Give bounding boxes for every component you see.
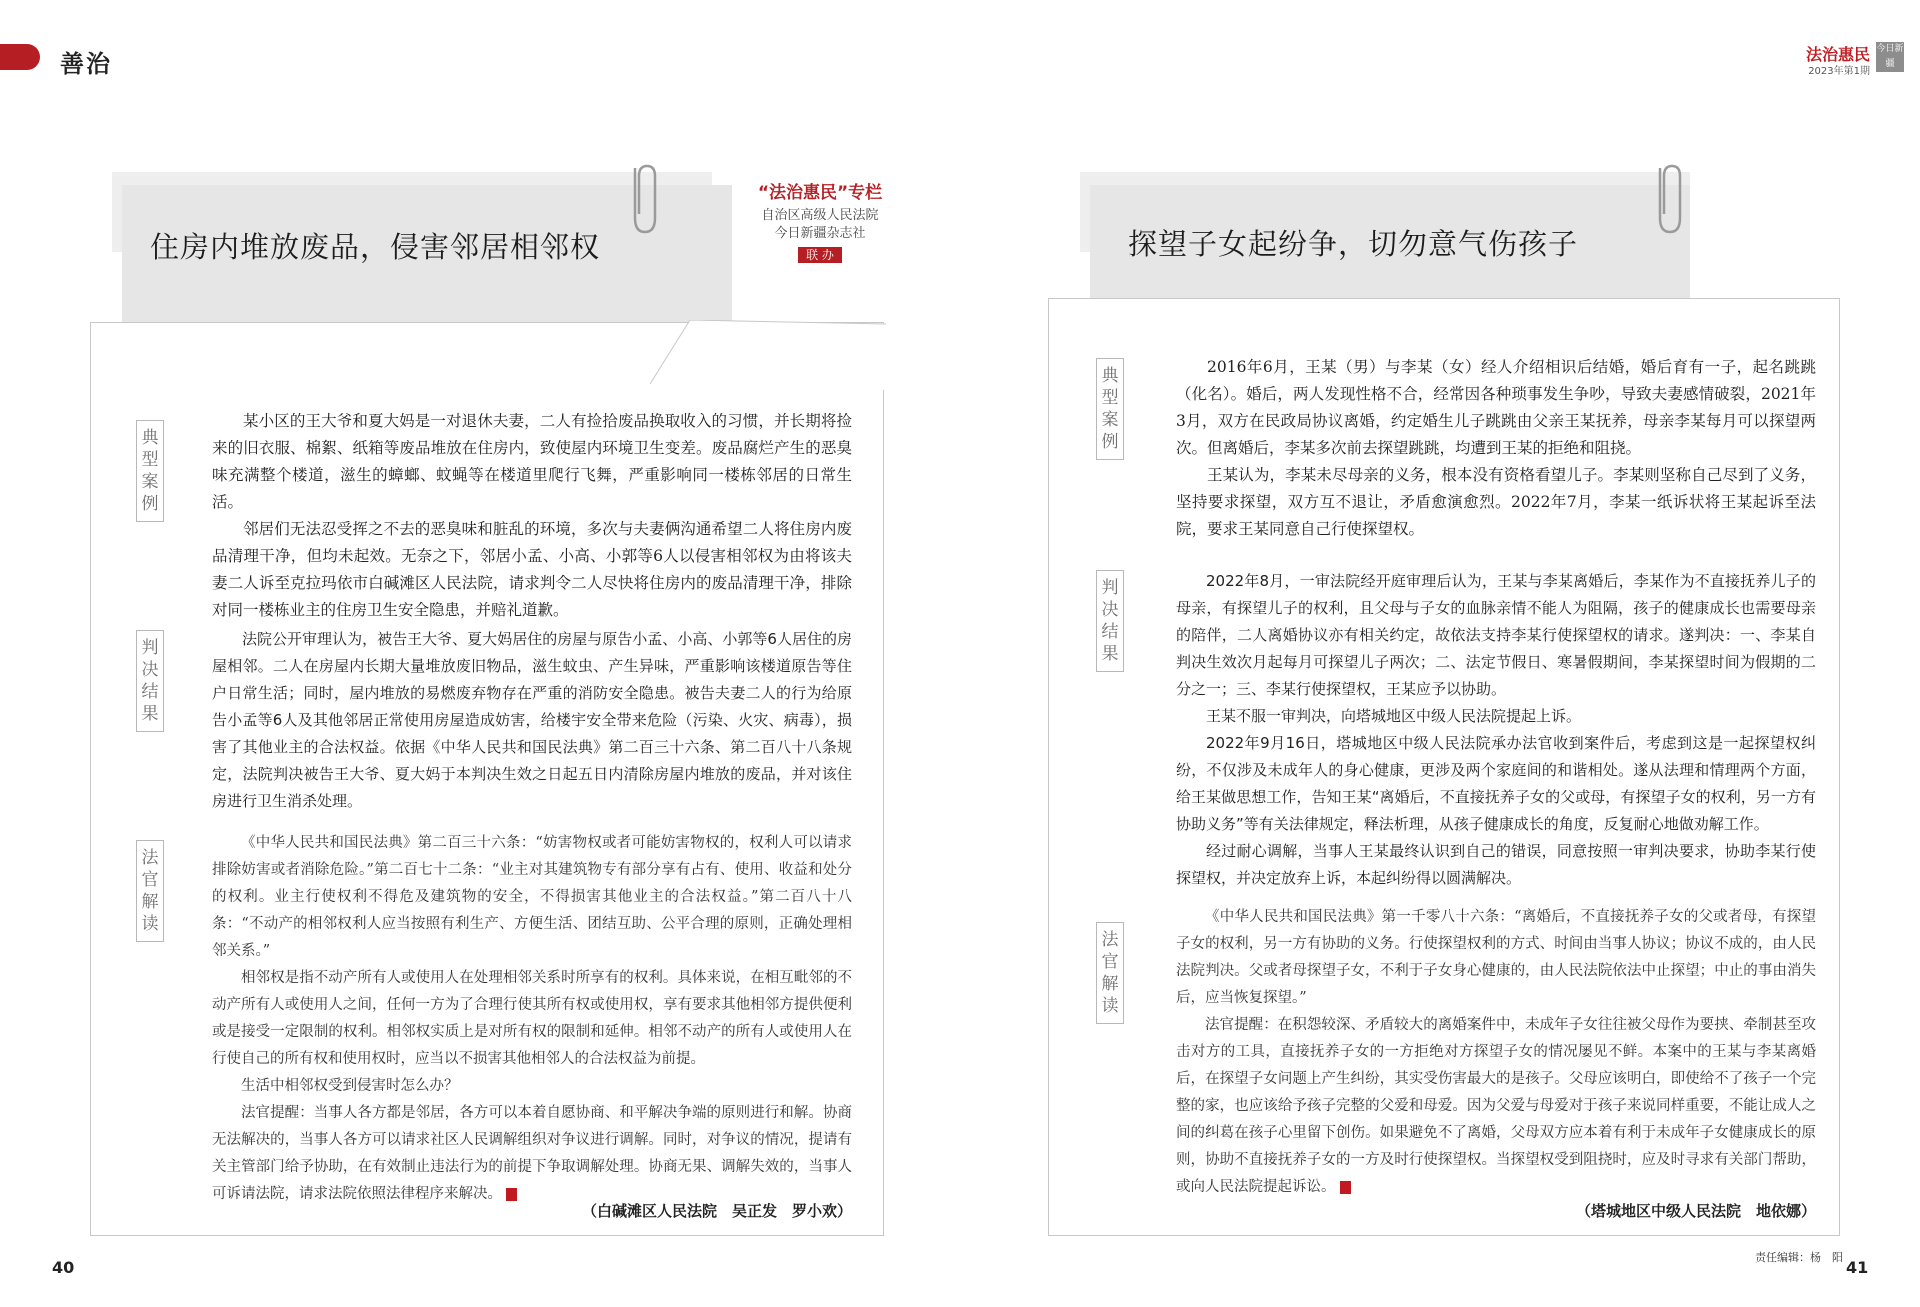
left-page-number: 40: [52, 1258, 75, 1277]
right-tag-judgment: 判 决 结 果: [1096, 570, 1124, 672]
left-tag-judgment: 判 决 结 果: [136, 630, 164, 732]
magazine-logo-text: 今日新疆: [1876, 44, 1904, 69]
column-org2: 今日新疆杂志社: [774, 226, 866, 241]
left-article-title: 住房内堆放废品，侵害邻居相邻权: [150, 230, 601, 264]
right-tag-reading: 法 官 解 读: [1096, 922, 1124, 1024]
right-reading-section: [1176, 904, 1816, 1201]
paperclip-icon: [1640, 162, 1690, 242]
left-judgment-p1: 法院公开审理认为，被告王大爷、夏大妈居住的房屋与原告小孟、小高、小郭等6人居住的房屋相邻。二人在房屋内长期大量堆放废旧物品，滋生蚊虫、产生异味，严重影响该楼道原告等住户日常生活；同时，屋内堆放的易燃废弃物存在严重的消防安全隐患。被告夫妻二人的行为给原告小孟等6人及其他邻居正常使用房屋造成妨害，给楼宇安全带来危险（污染、火灾、病毒），损害了其他业主的合法权益。依据《中华人民共和国民法典》第二百三十六条、第二百八十八条规定，法院判决被告王大爷、夏大妈于本判决生效之日起五日内清除房屋内堆放的废品，并对该住房进行卫生消杀处理。: [212, 630, 852, 810]
right-case-p1: 2016年6月，王某（男）与李某（女）经人介绍相识后结婚，婚后育有一子，起名跳跳（化名）。婚后，两人发现性格不合，经常因各种琐事发生争吵，导致夫妻感情破裂，2021年3月，双方在民政局协议离婚，约定婚生儿子跳跳由父亲王某抚养，母亲李某每月可以探望两次。但离婚后，李某多次前去探望跳跳，均遭到王某的拒绝和阻挠。: [1176, 358, 1816, 457]
right-reading-p1: 《中华人民共和国民法典》第一千零八十六条：“离婚后，不直接抚养子女的父或者母，有探望子女的权利，另一方有协助的义务。行使探望权利的方式、时间由当事人协议；协议不成的，由人民法院判决。父或者母探望子女，不利于子女身心健康的，由人民法院依法中止探望；中止的事由消失后，应当恢复探望。”: [1176, 909, 1816, 1006]
left-tag-case: 典 型 案 例: [136, 420, 164, 522]
right-tag-case: 典 型 案 例: [1096, 358, 1124, 460]
right-judgment-section: [1176, 568, 1816, 892]
left-case-p2: 邻居们无法忍受挥之不去的恶臭味和脏乱的环境，多次与夫妻俩沟通希望二人将住房内废品清理干净，但均未起效。无奈之下，邻居小孟、小高、小郭等6人以侵害相邻权为由将该夫妻二人诉至克拉玛依市白碱滩区人民法院，请求判令二人尽快将住房内的废品清理干净，排除对同一楼栋业主的住房卫生安全隐患，并赔礼道歉。: [212, 520, 852, 619]
column-badge: 联 办: [798, 247, 842, 263]
right-article-title: 探望子女起纷争，切勿意气伤孩子: [1128, 227, 1579, 261]
left-reading-p1: 《中华人民共和国民法典》第二百三十六条：“妨害物权或者可能妨害物权的，权利人可以请求排除妨害或者消除危险。”第二百七十二条：“业主对其建筑物专有部分享有占有、使用、收益和处分的权利。业主行使权利不得危及建筑物的安全，不得损害其他业主的合法权益。”第二百八十八条：“不动产的相邻权利人应当按照有利生产、方便生活、团结互助、公平合理的原则，正确处理相邻关系。”: [212, 835, 852, 959]
left-reading-p4: 法官提醒：当事人各方都是邻居，各方可以本着自愿协商、和平解决争端的原则进行和解。协商无法解决的，当事人各方可以请求社区人民调解组织对争议进行调解。同时，对争议的情况，提请有关主管部门给予协助，在有效制止违法行为的前提下争取调解处理。协商无果、调解失效的，当事人可诉请法院，请求法院依照法律程序来解决。: [212, 1105, 852, 1202]
left-judgment-section: [212, 626, 852, 815]
right-reading-p2: 法官提醒：在积怨较深、矛盾较大的离婚案件中，未成年子女往往被父母作为要挟、牵制甚至攻击对方的工具，直接抚养子女的一方拒绝对方探望子女的情况屡见不鲜。本案中的王某与李某离婚后，在探望子女问题上产生纠纷，其实受伤害最大的是孩子。父母应该明白，即使给不了孩子一个完整的家，也应该给予孩子完整的父爱和母爱。因为父爱与母爱对于孩子来说同样重要，不能让成人之间的纠葛在孩子心里留下创伤。如果避免不了离婚，父母双方应本着有利于未成年子女健康成长的原则，协助不直接抚养子女的一方及时行使探望权。当探望权受到阻挠时，应及时寻求有关部门帮助，或向人民法院提起诉讼。: [1176, 1017, 1816, 1195]
end-mark-icon: [1340, 1181, 1351, 1194]
magazine-title: 法治惠民: [1805, 45, 1870, 64]
left-author: （白碱滩区人民法院 吴正发 罗小欢）: [581, 1202, 852, 1220]
magazine-logo: [1876, 42, 1904, 72]
right-judgment-p1: 2022年8月，一审法院经开庭审理后认为，王某与李某离婚后，李某作为不直接抚养儿子的母亲，有探望儿子的权利，且父母与子女的血脉亲情不能人为阻隔，孩子的健康成长也需要母亲的陪伴，二人离婚协议亦有相关约定，故依法支持李某行使探望权的请求。遂判决：一、李某自判决生效次月起每月可探望儿子两次；二、法定节假日、寒暑假期间，李某探望时间为假期的二分之一；三、李某行使探望权，王某应予以协助。: [1176, 572, 1816, 698]
column-info: [750, 178, 890, 263]
column-name: “法治惠民”专栏: [757, 183, 883, 203]
right-page-number: 41: [1846, 1258, 1869, 1277]
section-name: 善治: [60, 49, 112, 78]
paperclip-icon: [615, 162, 665, 242]
left-reading-p3: 生活中相邻权受到侵害时怎么办？: [241, 1078, 459, 1094]
right-case-p2: 王某认为，李某未尽母亲的义务，根本没有资格看望儿子。李某则坚称自己尽到了义务，坚持要求探望，双方互不退让，矛盾愈演愈烈。2022年7月，李某一纸诉状将王某起诉至法院，要求王某同意自己行使探望权。: [1176, 466, 1816, 538]
column-org1: 自治区高级人民法院: [761, 208, 879, 223]
editor-credit: 责任编辑：杨 阳: [1755, 1251, 1843, 1264]
left-case-p1: 某小区的王大爷和夏大妈是一对退休夫妻，二人有捡拾废品换取收入的习惯，并长期将捡来的旧衣服、棉絮、纸箱等废品堆放在住房内，致使屋内环境卫生变差。废品腐烂产生的恶臭味充满整个楼道，滋生的蟑螂、蚊蝇等在楼道里爬行飞舞，严重影响同一楼栋邻居的日常生活。: [212, 412, 852, 511]
end-mark-icon: [506, 1188, 517, 1201]
section-marker: [0, 44, 40, 70]
left-reading-p2: 相邻权是指不动产所有人或使用人在处理相邻关系时所享有的权利。具体来说，在相互毗邻的不动产所有人或使用人之间，任何一方为了合理行使其所有权或使用权，享有要求其他相邻方提供便利或是接受一定限制的权利。相邻权实质上是对所有权的限制和延伸。相邻不动产的所有人或使用人在行使自己的所有权和使用权时，应当以不损害其他相邻人的合法权益为前提。: [212, 970, 852, 1067]
right-case-section: [1176, 354, 1816, 543]
folded-corner: [650, 320, 886, 390]
right-judgment-p4: 经过耐心调解，当事人王某最终认识到自己的错误，同意按照一审判决要求，协助李某行使探望权，并决定放弃上诉，本起纠纷得以圆满解决。: [1176, 842, 1816, 887]
left-case-section: [212, 408, 852, 624]
right-judgment-p3: 2022年9月16日，塔城地区中级人民法院承办法官收到案件后，考虑到这是一起探望权纠纷，不仅涉及未成年人的身心健康，更涉及两个家庭间的和谐相处。遂从法理和情理两个方面，给王某做思想工作，告知王某“离婚后，不直接抚养子女的父或母，有探望子女的权利，另一方有协助义务”等有关法律规定，释法析理，从孩子健康成长的角度，反复耐心地做劝解工作。: [1176, 734, 1816, 833]
magazine-issue: 2023年第1期: [1808, 66, 1870, 77]
right-author: （塔城地区中级人民法院 地依娜）: [1575, 1202, 1816, 1220]
right-judgment-p2: 王某不服一审判决，向塔城地区中级人民法院提起上诉。: [1206, 707, 1582, 725]
left-tag-reading: 法 官 解 读: [136, 840, 164, 942]
left-reading-section: [212, 830, 852, 1208]
